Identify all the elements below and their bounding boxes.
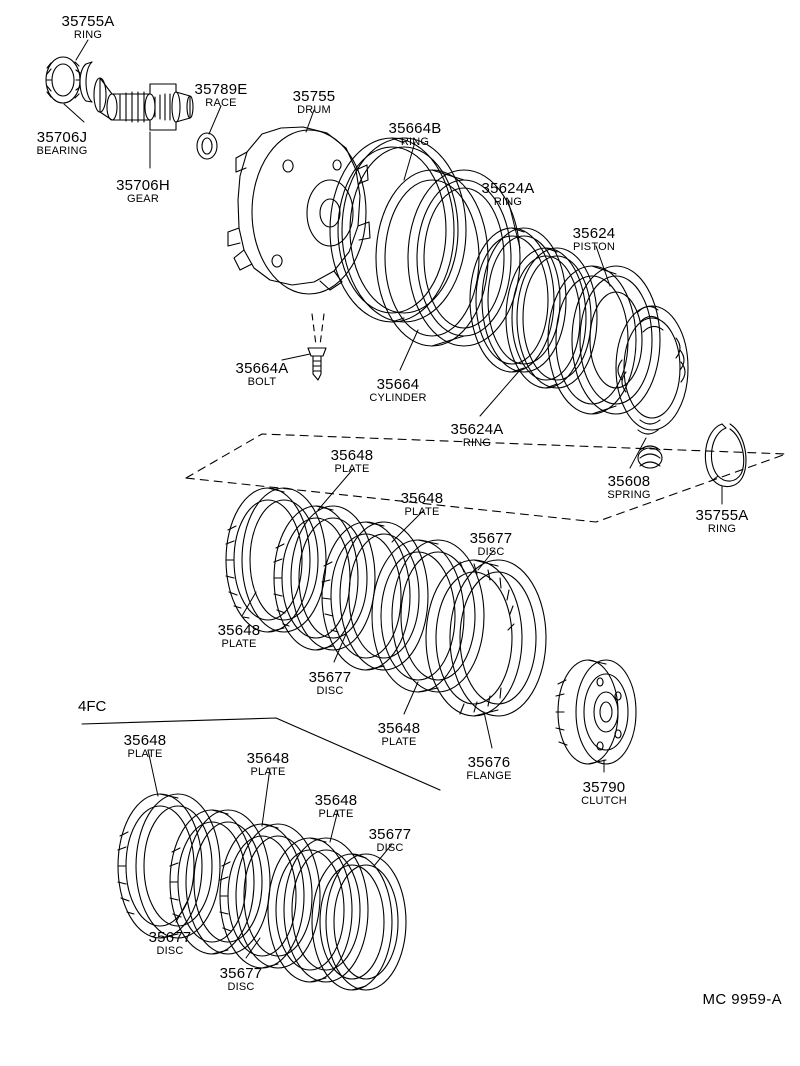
bolt-35664A bbox=[308, 314, 326, 380]
part-label-35664B: 35664B RING bbox=[388, 120, 442, 148]
diagram-sheet-code: MC 9959-A bbox=[702, 991, 782, 1008]
part-label-35789E: 35789E RACE bbox=[194, 81, 248, 109]
part-label-35676: 35676 FLANGE bbox=[466, 754, 512, 782]
part-label-35624: 35624 PISTON bbox=[572, 225, 616, 253]
part-label-35648-m2: 35648 PLATE bbox=[330, 447, 374, 475]
ring-35664B bbox=[330, 138, 466, 322]
disc-35677-b2 bbox=[268, 838, 368, 982]
race-35789E bbox=[197, 133, 217, 159]
part-label-35677-b3: 35677 DISC bbox=[368, 826, 412, 854]
part-label-35755A-top: 35755A RING bbox=[61, 13, 115, 41]
part-label-35790: 35790 CLUTCH bbox=[581, 779, 627, 807]
snap-ring-35755A-top bbox=[80, 62, 92, 102]
part-label-35706H: 35706H GEAR bbox=[116, 177, 170, 205]
part-label-35648-b3: 35648 PLATE bbox=[314, 792, 358, 820]
part-label-35648-m3: 35648 PLATE bbox=[400, 490, 444, 518]
part-label-35664: 35664 CYLINDER bbox=[369, 376, 427, 404]
clutch-35790 bbox=[556, 660, 636, 764]
part-label-35624A-upper: 35624A RING bbox=[481, 180, 535, 208]
part-label-35664A: 35664A BOLT bbox=[235, 360, 289, 388]
plate-35648-b2 bbox=[220, 824, 320, 968]
part-label-35677-m2: 35677 DISC bbox=[469, 530, 513, 558]
part-label-35706J: 35706J BEARING bbox=[36, 129, 88, 157]
bearing-assembly bbox=[46, 57, 80, 103]
part-label-35608: 35608 SPRING bbox=[607, 473, 651, 501]
gear-shaft-35706H bbox=[94, 78, 193, 130]
part-label-35648-m4: 35648 PLATE bbox=[377, 720, 421, 748]
part-label-35648-b1: 35648 PLATE bbox=[123, 732, 167, 760]
snap-ring-35755A-right bbox=[705, 424, 746, 487]
piston-35624 bbox=[548, 266, 660, 414]
part-label-35755A-right: 35755A RING bbox=[695, 507, 749, 535]
part-label-35677-b2: 35677 DISC bbox=[219, 965, 263, 993]
plate-35648-b1 bbox=[118, 794, 220, 938]
part-label-35755: 35755 DRUM bbox=[292, 88, 336, 116]
plate-stack-middle bbox=[226, 488, 546, 716]
drum-35755 bbox=[228, 127, 370, 294]
part-label-35648-m1: 35648 PLATE bbox=[217, 622, 261, 650]
part-label-35677-m1: 35677 DISC bbox=[308, 669, 352, 697]
group-label-4FC: 4FC bbox=[78, 698, 107, 715]
part-label-35677-b1: 35677 DISC bbox=[148, 929, 192, 957]
part-label-35624A-lower: 35624A RING bbox=[450, 421, 504, 449]
disc-35677-m2 bbox=[426, 560, 546, 716]
plate-35648-m1 bbox=[226, 488, 326, 632]
part-label-35648-b2: 35648 PLATE bbox=[246, 750, 290, 778]
disc-35677-m1 bbox=[322, 522, 428, 670]
